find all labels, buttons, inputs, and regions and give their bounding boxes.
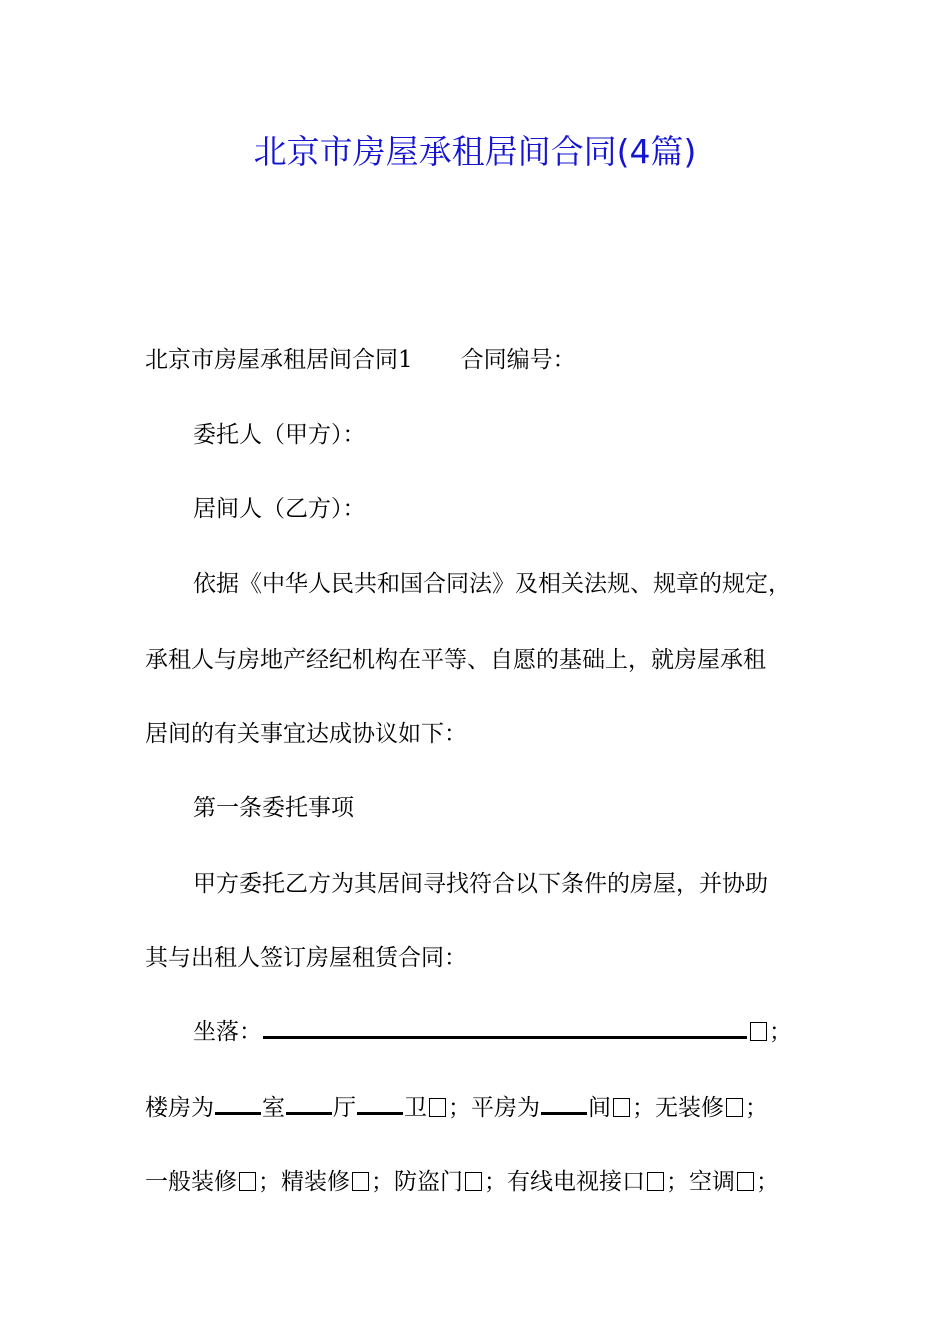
document-title: 北京市房屋承租居间合同(4篇)	[253, 132, 697, 171]
article-1-line-1	[193, 868, 768, 900]
intermediary-label: 居间人（乙方）：	[193, 496, 366, 522]
checkbox-icon	[750, 1022, 767, 1041]
no-decoration-label: ；无装修	[632, 1095, 724, 1121]
preamble-text-2: 承租人与房地产经纪机构在平等、自愿的基础上，就房屋承租	[145, 647, 766, 673]
checkbox-icon	[737, 1172, 754, 1191]
air-conditioner-label: ；空调	[666, 1169, 735, 1195]
principal-label: 委托人（甲方）：	[193, 422, 366, 448]
article-1-line-2	[145, 942, 467, 974]
article-1-text-2: 其与出租人签订房屋租赁合同：	[145, 945, 467, 971]
article-1-title: 第一条委托事项	[193, 795, 354, 821]
checkbox-icon	[465, 1172, 482, 1191]
checkbox-icon	[726, 1098, 743, 1117]
location-blank	[263, 1034, 747, 1039]
hall-count-blank	[286, 1110, 332, 1115]
preamble-line-1	[193, 568, 791, 600]
intermediary-line	[193, 493, 366, 525]
punctuation: ；	[769, 1019, 792, 1045]
location-label: 坐落：	[193, 1019, 262, 1045]
preamble-text-3: 居间的有关事宜达成协议如下：	[145, 721, 467, 747]
fine-decoration-label: ；精装修	[258, 1169, 350, 1195]
security-door-label: ；防盗门	[371, 1169, 463, 1195]
punctuation: ；	[756, 1169, 779, 1195]
preamble-line-2	[145, 644, 766, 676]
article-1-title-line	[193, 792, 354, 824]
contract-heading-line	[145, 344, 576, 376]
contract-number-label: 合同编号：	[460, 347, 576, 373]
room-count-blank	[215, 1110, 261, 1115]
bungalow-count-blank	[541, 1110, 587, 1115]
cable-tv-label: ；有线电视接口	[484, 1169, 645, 1195]
punctuation: ；	[745, 1095, 768, 1121]
room-layout-line	[145, 1092, 768, 1124]
room-label: 室	[262, 1095, 285, 1121]
location-line	[193, 1016, 792, 1048]
checkbox-icon	[429, 1098, 446, 1117]
general-decoration-label: 一般装修	[145, 1169, 237, 1195]
hall-label: 厅	[333, 1095, 356, 1121]
contract-heading: 北京市房屋承租居间合同1	[145, 347, 413, 373]
bath-label: 卫	[404, 1095, 427, 1121]
checkbox-icon	[613, 1098, 630, 1117]
principal-line	[193, 419, 366, 451]
checkbox-icon	[352, 1172, 369, 1191]
apartment-label: 楼房为	[145, 1095, 214, 1121]
facilities-line	[145, 1166, 779, 1198]
article-1-text-1: 甲方委托乙方为其居间寻找符合以下条件的房屋，并协助	[193, 871, 768, 897]
checkbox-icon	[647, 1172, 664, 1191]
bungalow-unit: 间	[588, 1095, 611, 1121]
preamble-text-1: 依据《中华人民共和国合同法》及相关法规、规章的规定，	[193, 571, 791, 597]
preamble-line-3	[145, 718, 467, 750]
bath-count-blank	[357, 1110, 403, 1115]
bungalow-label: ；平房为	[448, 1095, 540, 1121]
checkbox-icon	[239, 1172, 256, 1191]
